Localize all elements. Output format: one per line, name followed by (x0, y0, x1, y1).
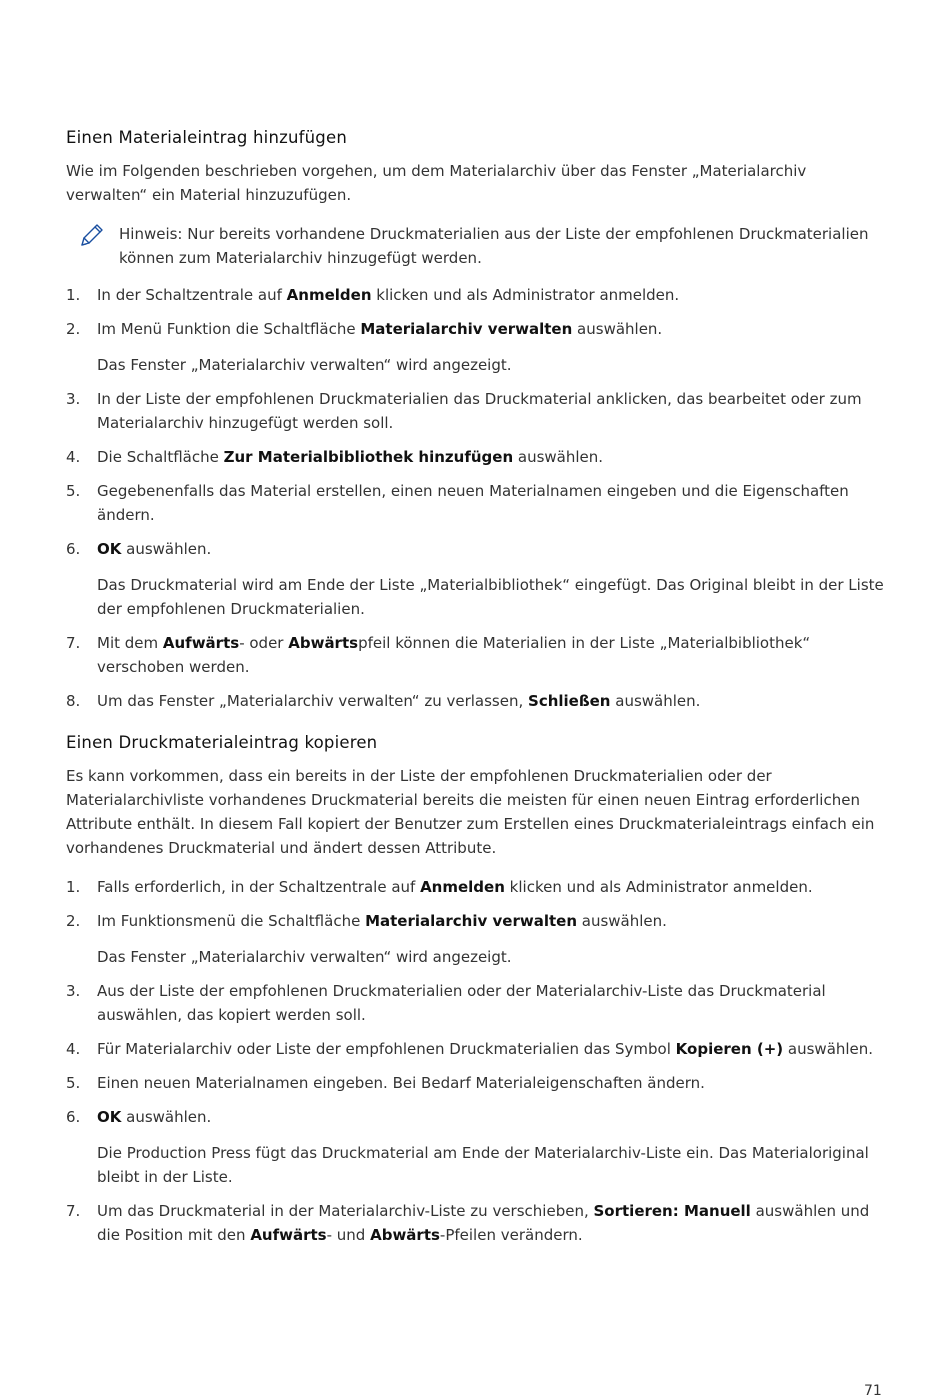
step-number: 4. (66, 448, 81, 466)
step-text-part: auswählen. (577, 912, 667, 930)
step-number: 1. (66, 878, 81, 896)
step-text-part: Um das Druckmaterial in der Materialarchiv-Liste zu verschieben, (97, 1202, 594, 1220)
section-heading-copy-material: Einen Druckmaterialeintrag kopieren (66, 733, 378, 752)
step-text-part: auswählen. (121, 540, 212, 558)
step-number: 3. (66, 982, 81, 1000)
step-text-part: Aus der Liste der empfohlenen Druckmaterialien oder der Materialarchiv-Liste das Druckmaterial auswählen, das kopiert werden soll. (97, 982, 826, 1024)
ui-term: Kopieren (+) (675, 1040, 784, 1058)
step-number: 3. (66, 390, 81, 408)
step-number: 8. (66, 692, 81, 710)
step-text-part: Im Funktionsmenü die Schaltfläche (97, 912, 366, 930)
list-item (66, 479, 886, 527)
ui-term: Abwärts (370, 1226, 440, 1244)
ui-term: Aufwärts (162, 634, 240, 652)
step-number: 6. (66, 1108, 81, 1126)
step-result: Die Production Press fügt das Druckmaterial am Ende der Materialarchiv-Liste ein. Das Materialoriginal bleibt in der Liste. (97, 1144, 869, 1186)
step-text (97, 320, 662, 338)
ui-term: Sortieren: Manuell (593, 1202, 751, 1220)
step-text (97, 692, 700, 710)
section-intro: Es kann vorkommen, dass ein bereits in der Liste der empfohlenen Druckmaterialien oder der Materialarchivliste vorhandenes Druckmaterial bereits die meisten für einen neuen Eintrag erforderlichen Attribute enthält. In diesem Fall kopiert der Benutzer zum Erstellen eines Druckmaterialeintrags einfach ein vorhandenes Druckmaterial und ändert dessen Attribute. (66, 767, 875, 857)
document-page (66, 128, 886, 1257)
step-number: 6. (66, 540, 81, 558)
step-text (97, 912, 667, 930)
step-text-part: auswählen. (610, 692, 701, 710)
ui-term: Aufwärts (250, 1226, 327, 1244)
step-text-part: auswählen. (121, 1108, 212, 1126)
step-text-part: auswählen. (783, 1040, 874, 1058)
step-text (97, 1040, 873, 1058)
step-text (97, 1202, 869, 1244)
list-item (66, 875, 886, 899)
list-item (66, 631, 886, 679)
step-text-part: In der Schaltzentrale auf (97, 286, 287, 304)
list-item (66, 317, 886, 377)
step-text (97, 1074, 705, 1092)
list-item (66, 1105, 886, 1189)
step-text-part: Einen neuen Materialnamen eingeben. Bei Bedarf Materialeigenschaften ändern. (97, 1074, 705, 1092)
step-number: 2. (66, 320, 81, 338)
step-text-part: Die Schaltfläche (97, 448, 224, 466)
ui-term: OK (97, 1108, 122, 1126)
step-number: 5. (66, 482, 81, 500)
step-text-part: Um das Fenster „Materialarchiv verwalten“ zu verlassen, (97, 692, 529, 710)
list-item (66, 1037, 886, 1061)
section-heading-add-material: Einen Materialeintrag hinzufügen (66, 128, 347, 147)
step-text-part: Im Menü Funktion die Schaltfläche (97, 320, 361, 338)
step-text-part: auswählen und die Position mit den (97, 1202, 870, 1244)
ui-term: OK (97, 540, 122, 558)
list-item (66, 689, 886, 713)
step-text (97, 540, 211, 558)
steps-list-copy (66, 875, 886, 1247)
step-result: Das Fenster „Materialarchiv verwalten“ wird angezeigt. (97, 356, 512, 374)
list-item (66, 979, 886, 1027)
list-item (66, 387, 886, 435)
step-text (97, 448, 603, 466)
step-text-part: - oder (239, 634, 289, 652)
steps-list-add (66, 283, 886, 713)
note-text: Hinweis: Nur bereits vorhandene Druckmaterialien aus der Liste der empfohlenen Druckmaterialien können zum Materialarchiv hinzugefügt werden. (119, 225, 869, 267)
ui-term: Zur Materialbibliothek hinzufügen (223, 448, 514, 466)
step-text-part: Falls erforderlich, in der Schaltzentrale auf (97, 878, 421, 896)
list-item (66, 283, 886, 307)
step-text-part: klicken und als Administrator anmelden. (371, 286, 680, 304)
ui-term: Materialarchiv verwalten (365, 912, 577, 930)
list-item (66, 445, 886, 469)
step-text (97, 982, 826, 1024)
page-number: 71 (864, 1383, 882, 1399)
ui-term: Schließen (528, 692, 611, 710)
step-text-part: -Pfeilen verändern. (439, 1226, 583, 1244)
step-text (97, 482, 849, 524)
step-number: 4. (66, 1040, 81, 1058)
step-text-part: auswählen. (572, 320, 663, 338)
list-item (66, 1071, 886, 1095)
list-item (66, 1199, 886, 1247)
step-number: 7. (66, 634, 81, 652)
step-text (97, 286, 679, 304)
step-result: Das Fenster „Materialarchiv verwalten“ wird angezeigt. (97, 948, 512, 966)
step-text-part: Gegebenenfalls das Material erstellen, einen neuen Materialnamen eingeben und die Eigenschaften ändern. (97, 482, 849, 524)
step-text-part: Für Materialarchiv oder Liste der empfohlenen Druckmaterialien das Symbol (97, 1040, 676, 1058)
section-intro: Wie im Folgenden beschrieben vorgehen, um dem Materialarchiv über das Fenster „Materialarchiv verwalten“ ein Material hinzuzufügen. (66, 162, 807, 204)
ui-term: Anmelden (286, 286, 372, 304)
note-box (66, 222, 886, 270)
step-number: 5. (66, 1074, 81, 1092)
step-number: 7. (66, 1202, 81, 1220)
step-text-part: auswählen. (513, 448, 604, 466)
list-item (66, 537, 886, 621)
step-text-part: In der Liste der empfohlenen Druckmaterialien das Druckmaterial anklicken, das bearbeitet oder zum Materialarchiv hinzugefügt werden soll. (97, 390, 862, 432)
pencil-icon (77, 222, 105, 250)
step-text (97, 1108, 211, 1126)
list-item (66, 909, 886, 969)
step-text-part: pfeil können die Materialien in der Liste „Materialbibliothek“ verschoben werden. (97, 634, 811, 676)
step-text-part: - und (326, 1226, 371, 1244)
step-text-part: klicken und als Administrator anmelden. (504, 878, 813, 896)
step-text (97, 390, 862, 432)
ui-term: Materialarchiv verwalten (360, 320, 573, 338)
step-text (97, 634, 810, 676)
step-number: 2. (66, 912, 81, 930)
step-number: 1. (66, 286, 81, 304)
ui-term: Abwärts (288, 634, 359, 652)
ui-term: Anmelden (420, 878, 505, 896)
step-text (97, 878, 813, 896)
step-text-part: Mit dem (97, 634, 163, 652)
step-result: Das Druckmaterial wird am Ende der Liste „Materialbibliothek“ eingefügt. Das Original bleibt in der Liste der empfohlenen Druckmaterialien. (97, 576, 884, 618)
